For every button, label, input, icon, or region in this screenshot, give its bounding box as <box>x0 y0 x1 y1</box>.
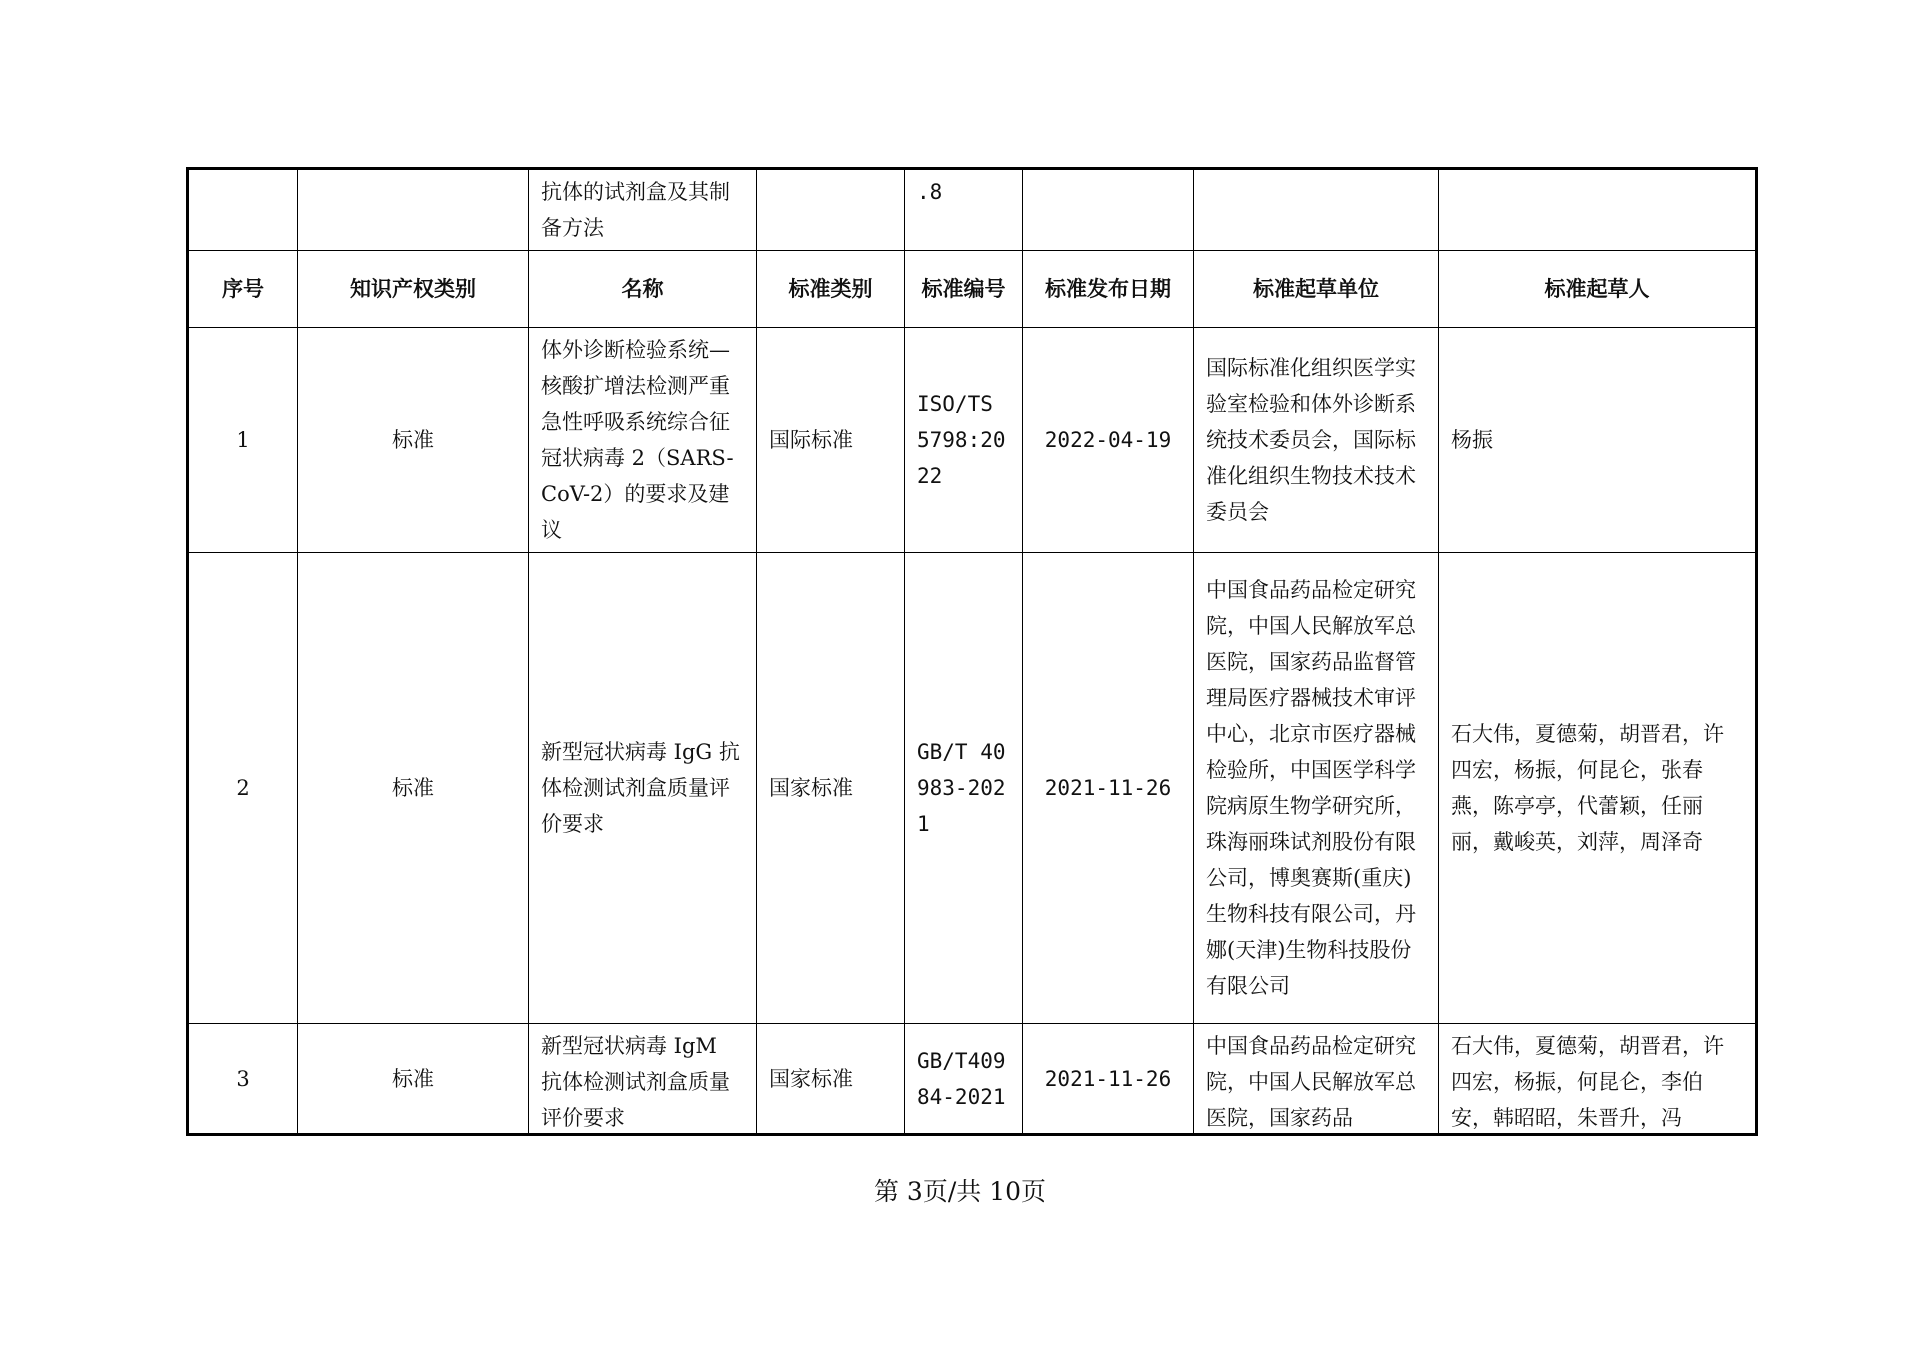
cell-index <box>188 1024 298 1135</box>
header-date: 标准发布日期 <box>1023 251 1194 328</box>
cell-std-type: 国家标准 <box>757 553 905 1024</box>
cell-name: 体外诊断检验系统—核酸扩增法检测严重急性呼吸系统综合征冠状病毒 2（SARS-CoV-2）的要求及建议 <box>529 328 757 553</box>
cell-name <box>529 1024 757 1135</box>
cell-std-number: GB/T 40983-2021 <box>905 553 1023 1024</box>
cell-date: 2022-04-19 <box>1023 328 1194 553</box>
continuation-row <box>188 169 1757 251</box>
cell-date <box>1023 169 1194 251</box>
cell-category <box>298 169 529 251</box>
cell-name: 新型冠状病毒 IgG 抗体检测试剂盒质量评价要求 <box>529 553 757 1024</box>
cell-text: GB/T40984-2021 <box>917 1048 1006 1109</box>
cell-index: 2 <box>188 553 298 1024</box>
header-std-type: 标准类别 <box>757 251 905 328</box>
header-drafters: 标准起草人 <box>1439 251 1757 328</box>
header-index: 序号 <box>188 251 298 328</box>
cell-category: 标准 <box>298 328 529 553</box>
header-name: 名称 <box>529 251 757 328</box>
table-row <box>188 553 1757 1024</box>
cell-std-number <box>905 1024 1023 1135</box>
cell-drafting-units: 国际标准化组织医学实验室检验和体外诊断系统技术委员会，国际标准化组织生物技术技术委员会 <box>1194 328 1439 553</box>
cell-drafting-units: 中国食品药品检定研究院，中国人民解放军总医院，国家药品监督管理局医疗器械技术审评中心，北京市医疗器械检验所，中国医学科学院病原生物学研究所，珠海丽珠试剂股份有限公司，博奥赛斯(重庆)生物科技有限公司，丹娜(天津)生物科技股份有限公司 <box>1194 553 1439 1024</box>
cell-index <box>188 169 298 251</box>
page-number-footer: 第 3页/共 10页 <box>873 1177 1047 1206</box>
cell-text: 3 <box>236 1066 250 1091</box>
cell-std-type <box>757 1024 905 1135</box>
header-drafting-units: 标准起草单位 <box>1194 251 1439 328</box>
header-row <box>188 251 1757 328</box>
cell-date <box>1023 1024 1194 1135</box>
cell-text: 2021-11-26 <box>1044 1066 1172 1091</box>
cell-drafters <box>1439 169 1757 251</box>
cell-drafters <box>1439 1024 1757 1135</box>
header-category: 知识产权类别 <box>298 251 529 328</box>
cell-drafting-units <box>1194 1024 1439 1135</box>
cell-drafting-units <box>1194 169 1439 251</box>
cell-drafters: 石大伟，夏德菊，胡晋君，许四宏，杨振，何昆仑，张春燕，陈亭亭，代蕾颖，任丽丽，戴峻英，刘萍，周泽奇 <box>1439 553 1757 1024</box>
standards-table <box>186 167 1758 1136</box>
table-row <box>188 328 1757 553</box>
cell-date: 2021-11-26 <box>1023 553 1194 1024</box>
cell-category: 标准 <box>298 553 529 1024</box>
cell-std-type <box>757 169 905 251</box>
cell-text: 石大伟，夏德菊，胡晋君，许四宏，杨振，何昆仑，李伯安，韩昭昭，朱晋升，冯 <box>1451 1034 1724 1129</box>
cell-category <box>298 1024 529 1135</box>
cell-text: 标准 <box>392 1066 434 1091</box>
cell-std-number: .8 <box>905 169 1023 251</box>
cell-index: 1 <box>188 328 298 553</box>
cell-std-number: ISO/TS 5798:2022 <box>905 328 1023 553</box>
cell-text: 新型冠状病毒 IgM 抗体检测试剂盒质量评价要求 <box>541 1034 730 1129</box>
cell-text: 国家标准 <box>769 1066 853 1091</box>
cell-std-type: 国际标准 <box>757 328 905 553</box>
cell-drafters: 杨振 <box>1439 328 1757 553</box>
header-std-number: 标准编号 <box>905 251 1023 328</box>
table-row <box>188 1024 1757 1135</box>
cell-name: 抗体的试剂盒及其制备方法 <box>529 169 757 251</box>
cell-text: 中国食品药品检定研究院，中国人民解放军总医院，国家药品 <box>1206 1034 1416 1129</box>
